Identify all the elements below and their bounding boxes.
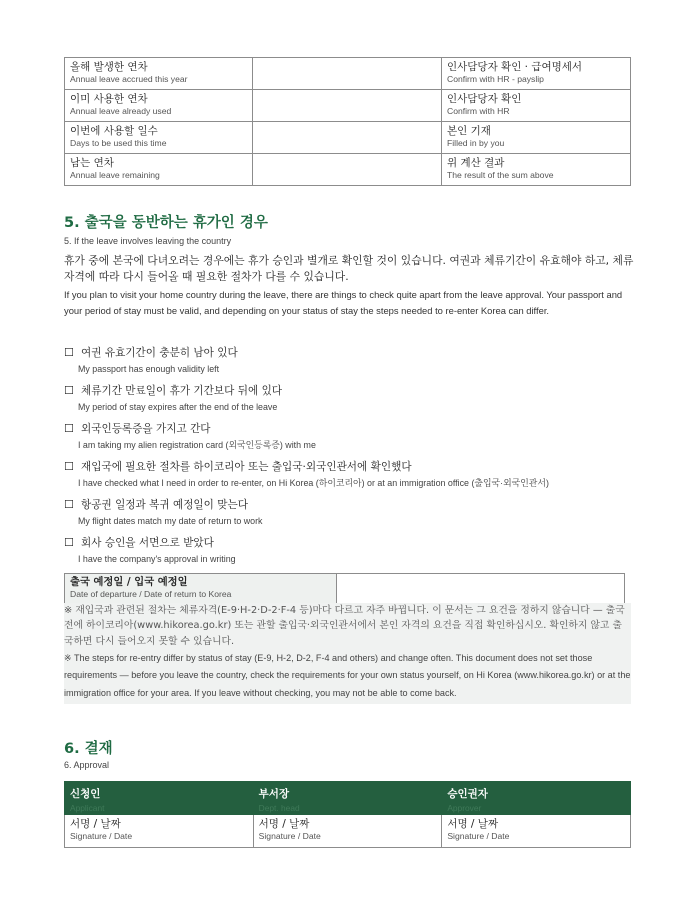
departure-label-en: Date of departure / Date of return to Korea [70,589,232,599]
signature-label-en: Signature / Date [447,831,510,841]
section5-title: 5. 출국을 동반하는 휴가인 경우 [64,215,268,231]
section6-title: 6. 결재 [64,741,113,757]
row-value-cell[interactable] [253,154,442,186]
checklist-item-ko: 여권 유효기간이 충분히 남아 있다 [81,347,238,359]
row-label-en: Annual leave remaining [70,170,160,180]
checklist-item-ko: 항공권 일정과 복귀 예정일이 맞는다 [81,499,248,511]
checklist-item-en: My passport has enough validity left [78,364,220,374]
row-label-en: Days to be used this time [70,138,167,148]
row-label-ko: 이미 사용한 연차 [70,93,148,105]
leave-balance-table [64,57,631,186]
checklist-item-en: I have checked what I need in order to re-enter, on Hi Korea (하이코리아) or at an immigration office (출입국·외국인관서) [78,478,549,488]
checklist-item [64,498,654,527]
approval-header-en: Approver [447,803,482,813]
section5-subtitle: 5. If the leave involves leaving the country [64,236,232,246]
signature-label-en: Signature / Date [70,831,133,841]
row-label-ko: 올해 발생한 연차 [70,61,148,73]
row-label-cell [65,58,253,90]
row-label-cell [65,154,253,186]
table-row [65,122,631,154]
checklist-item-ko: 외국인등록증을 가지고 간다 [81,423,211,435]
checklist-item [64,536,654,565]
checkbox[interactable]: ☐ [64,346,74,359]
row-note-en: Confirm with HR - payslip [447,74,544,84]
section6-subtitle: 6. Approval [64,760,110,770]
approval-header-dept-head [253,782,442,815]
table-row [65,154,631,186]
signature-cell[interactable] [253,815,442,848]
table-row [65,58,631,90]
approval-header-row [65,782,631,815]
row-note-ko: 인사담당자 확인 · 급여명세서 [447,61,583,73]
approval-header-ko: 승인권자 [447,788,488,800]
section5-intro-en: If you plan to visit your home country during the leave, there are things to check quite apart from the leave approval. Your passport and your period of stay must be valid, and depending on your status of stay the steps needed to re-enter Korea can differ. [64,289,623,316]
approval-header-approver [442,782,631,815]
checklist-item [64,384,654,413]
row-note-ko: 위 계산 결과 [447,157,505,169]
approval-header-applicant [65,782,254,815]
row-value-cell[interactable] [253,58,442,90]
signature-label-en: Signature / Date [258,831,321,841]
signature-cell[interactable] [442,815,631,848]
checkbox[interactable]: ☐ [64,422,74,435]
approval-header-en: Applicant [70,803,105,813]
row-note-en: The result of the sum above [447,170,554,180]
approval-header-en: Dept. head [258,803,300,813]
checkbox[interactable]: ☐ [64,460,74,473]
row-note-en: Confirm with HR [447,106,510,116]
signature-label-ko: 서명 / 날짜 [258,818,310,830]
signature-cell[interactable] [65,815,254,848]
row-label-cell [65,122,253,154]
row-value-cell[interactable] [253,122,442,154]
row-note-cell [442,154,631,186]
row-note-ko: 인사담당자 확인 [447,93,522,105]
checklist-item-en: I am taking my alien registration card (외국인등록증) with me [78,440,316,450]
checklist-item [64,422,654,451]
departure-label-ko: 출국 예정일 / 입국 예정일 [70,576,188,588]
checklist-item-ko: 회사 승인을 서면으로 받았다 [81,537,214,549]
row-label-ko: 남는 연차 [70,157,114,169]
checklist-item [64,460,654,489]
approval-header-ko: 신청인 [70,788,101,800]
checkbox[interactable]: ☐ [64,536,74,549]
row-note-en: Filled in by you [447,138,505,148]
departure-label-cell [65,574,337,603]
approval-table [64,781,631,848]
signature-label-ko: 서명 / 날짜 [447,818,499,830]
row-note-cell [442,90,631,122]
row-note-ko: 본인 기재 [447,125,491,137]
checklist-item-en: My flight dates match my date of return to work [78,516,263,526]
notice-en: ※ The steps for re-entry differ by status of stay (E-9, H-2, D-2, F-4 and others) and change often. This document does not set those requirements — before you leave the country, check the requirements for your own status yourself, on Hi Korea (www.hikorea.go.kr) or at the immigration office for your area. If you leave without checking, you may not be able to come back. [64,652,631,698]
row-value-cell[interactable] [253,90,442,122]
checklist-item-en: My period of stay expires after the end of the leave [78,402,278,412]
row-label-cell [65,90,253,122]
signature-label-ko: 서명 / 날짜 [70,818,121,830]
row-note-cell [442,122,631,154]
row-label-en: Annual leave accrued this year [70,74,188,84]
signature-row [65,815,631,848]
approval-header-ko: 부서장 [258,788,290,800]
checklist-item-ko: 재입국에 필요한 절차를 하이코리아 또는 출입국·외국인관서에 확인했다 [81,461,412,473]
departure-value-input[interactable] [337,574,624,603]
checklist-item [64,346,654,375]
row-note-cell [442,58,631,90]
table-row [65,90,631,122]
section5-intro-ko: 휴가 중에 본국에 다녀오려는 경우에는 휴가 승인과 별개로 확인할 것이 있습니다. 여권과 체류기간이 유효해야 하고, 체류자격에 따라 다시 들어올 때 필요한 절차가 다를 수 있습니다. [64,254,634,283]
checkbox[interactable]: ☐ [64,498,74,511]
row-label-en: Annual leave already used [70,106,172,116]
reentry-notice [64,603,631,704]
checklist-item-en: I have the company's approval in writing [78,554,236,564]
notice-ko: ※ 재입국과 관련된 절차는 체류자격(E-9·H-2·D-2·F-4 등)마다 다르고 자주 바뀝니다. 이 문서는 그 요건을 정하지 않습니다 — 출국 전에 하이코리아(www.hikorea.go.kr) 또는 관할 출입국·외국인관서에서 본인 자격의 요건을 직접 확인하십시오. 확인하지 않고 출국하면 다시 들어오지 못할 수 있습니다. [64,605,625,647]
departure-return-field [64,573,625,604]
checklist-item-ko: 체류기간 만료일이 휴가 기간보다 뒤에 있다 [81,385,283,397]
checkbox[interactable]: ☐ [64,384,74,397]
row-label-ko: 이번에 사용할 일수 [70,125,158,137]
